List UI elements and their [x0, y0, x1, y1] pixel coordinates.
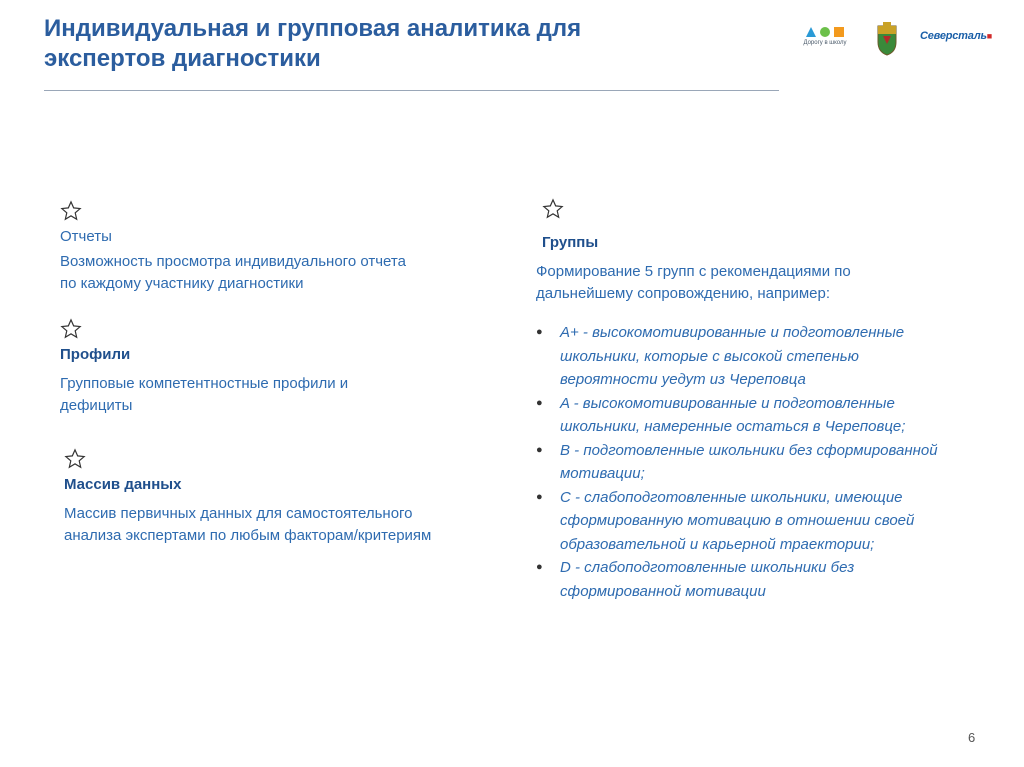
severstal-logo-icon: Северсталь■ [920, 30, 993, 42]
title-divider [44, 90, 779, 91]
list-item-line: C - слабоподготовленные школьники, имеющие [560, 488, 903, 506]
reports-text-line: по каждому участнику диагностики [60, 275, 304, 292]
profiles-heading: Профили [60, 346, 131, 363]
list-item-line: мотивации; [560, 465, 645, 482]
groups-block [536, 198, 996, 603]
partner-logos [800, 22, 993, 66]
list-item-line: школьники, намеренные остаться в Череповце; [560, 418, 906, 435]
slide-title-line-1: Индивидуальная и групповая аналитика для [44, 15, 582, 42]
coat-of-arms-icon [876, 22, 898, 56]
bullet-icon: ● [536, 490, 543, 503]
list-item-line: школьники, которые с высокой степенью [560, 347, 859, 365]
data-array-text [64, 503, 504, 547]
data-array-text-line: Массив первичных данных для самостоятельного [64, 505, 413, 522]
profiles-text-line: дефициты [60, 397, 133, 414]
slide-title-line-2: экспертов диагностики [44, 45, 321, 72]
reports-heading: Отчеты [60, 228, 112, 245]
list-item-line: A - высокомотивированные и подготовленные [560, 394, 895, 412]
list-item-line: вероятности уедут из Череповца [560, 371, 806, 388]
list-item [536, 439, 996, 486]
list-item [536, 486, 996, 557]
list-item [536, 392, 996, 439]
school-logo-caption: Дорогу в школу [803, 40, 847, 46]
list-item-line: B - подготовленные школьники без сформированной [560, 441, 938, 459]
bullet-icon: ● [536, 396, 543, 409]
list-item-line: образовательной и карьерной траектории; [560, 535, 875, 553]
profiles-text-line: Групповые компетентностные профили и [60, 375, 349, 392]
slide-title [44, 14, 744, 74]
list-item [536, 321, 996, 392]
groups-intro [536, 261, 996, 305]
data-array-block [64, 448, 504, 547]
profiles-text [60, 373, 500, 417]
groups-intro-line: Формирование 5 групп с рекомендациями по [536, 263, 851, 280]
reports-text-line: Возможность просмотра индивидуального отчета [60, 253, 406, 270]
list-item-line: D - слабоподготовленные школьники без [560, 559, 855, 576]
reports-text [60, 251, 500, 295]
list-item [536, 556, 996, 603]
groups-heading: Группы [542, 234, 599, 251]
bullet-icon: ● [536, 561, 543, 573]
severstal-logo-text: Северсталь [920, 30, 987, 42]
data-array-text-line: анализа экспертами по любым факторам/критериям [64, 527, 432, 544]
profiles-block [60, 318, 500, 417]
star-icon [64, 448, 86, 470]
reports-block [60, 200, 500, 295]
bullet-icon: ● [536, 326, 543, 338]
star-icon [542, 198, 564, 220]
list-item-line: A+ - высокомотивированные и подготовленные [560, 324, 905, 341]
page-number: 6 [968, 730, 976, 745]
star-icon [60, 200, 82, 222]
data-array-heading: Массив данных [64, 476, 182, 493]
groups-list [536, 321, 996, 603]
list-item-line: сформированную мотивацию в отношении своей [560, 512, 915, 529]
groups-intro-line: дальнейшему сопровождению, например: [536, 285, 830, 302]
bullet-icon: ● [536, 443, 543, 456]
star-icon [60, 318, 82, 340]
school-logo-icon [800, 26, 850, 66]
list-item-line: сформированной мотивации [560, 582, 766, 600]
